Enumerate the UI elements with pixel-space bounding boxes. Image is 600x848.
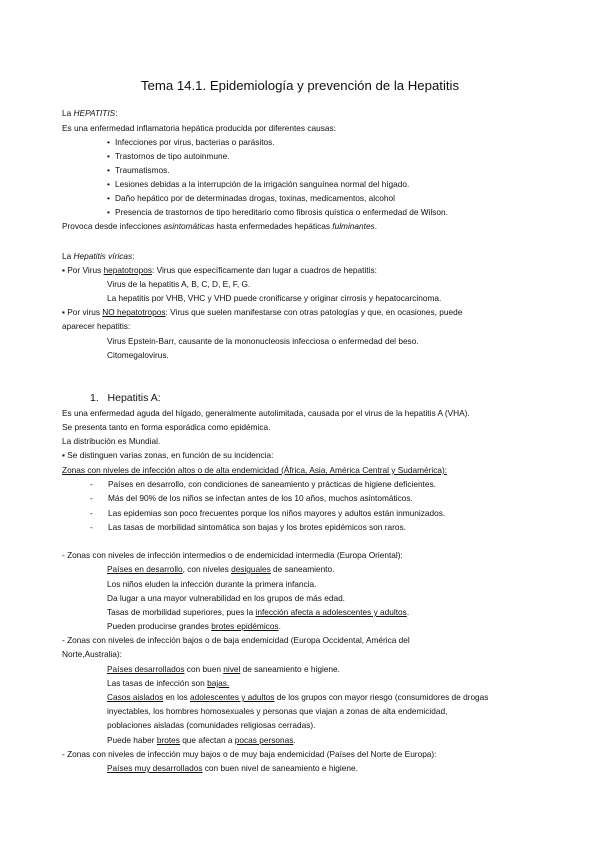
viricas-italic: Hepatitis víricas: [73, 251, 133, 261]
no-hepatotropos-example2: Citomegalovirus.: [107, 350, 169, 360]
mid-line: Los niños eluden la infección durante la primera infancia.: [107, 579, 317, 589]
high-item-text: Las epidemias son poco frecuentes porque los niños mayores y adultos están inmunizados.: [108, 508, 446, 518]
page-title: Tema 14.1. Epidemiología y prevención de la Hepatitis: [140, 78, 460, 93]
mid-text: Pueden producirse grandes: [107, 621, 212, 631]
low-text: Las tasas de infección son: [107, 678, 208, 688]
vlow-text: con buen nivel de saneamiento e higiene.: [202, 763, 358, 773]
viricas-prefix: La: [62, 251, 74, 261]
low-text: .: [293, 735, 296, 745]
cause-text: Trastornos de tipo autoinmune.: [115, 151, 230, 161]
high-item: - Países en desarrollo, con condiciones de saneamiento y prácticas de higiene deficientes.: [90, 479, 436, 489]
high-item-text: Países en desarrollo, con condiciones de saneamiento y prácticas de higiene deficientes.: [108, 479, 436, 489]
zone-vlow-heading: - Zonas con niveles de infección muy bajos o de muy baja endemicidad (Países del Norte de Europa):: [62, 749, 437, 759]
mid-text: .: [406, 607, 410, 617]
mid-underlined: infección afecta a adolescentes y adultos: [255, 607, 407, 617]
no-hepatotropos-example1: Virus Epstein-Barr, causante de la mononucleosis infecciosa o enfermedad del beso.: [107, 336, 419, 346]
cause-text: Infecciones por virus, bacterias o parásitos.: [115, 137, 275, 147]
low-text: con buen: [184, 664, 224, 674]
mid-underlined: desiguales: [231, 564, 271, 574]
no-hepatotropos-line2: aparecer hepatitis:: [62, 321, 131, 331]
hepatotropos-underlined: hepatotropos: [103, 265, 152, 275]
low-line: [107, 736, 296, 744]
low-line: [107, 679, 229, 687]
low-underlined: adolescentes y adultos: [190, 692, 275, 702]
low-text: en los: [163, 692, 191, 702]
no-hepatotropos-text: : Virus que suelen manifestarse con otras patologías y que, en ocasiones, puede: [165, 307, 463, 317]
hepatotropos-list: Virus de la hepatitis A, B, C, D, E, F, G.: [107, 279, 251, 289]
mid-text: de saneamiento.: [270, 564, 335, 574]
high-item: - Más del 90% de los niños se infectan antes de los 10 años, muchos asintomáticos.: [90, 493, 413, 503]
provoca-italic-asintomaticas: asintomáticas: [163, 221, 215, 231]
provoca-line: [62, 222, 377, 230]
low-line: [107, 665, 340, 673]
no-hepatotropos-prefix: Por virus: [67, 307, 103, 317]
low-line: [107, 693, 488, 701]
low-text: Puede haber: [107, 735, 157, 745]
mid-line: [107, 565, 334, 573]
mid-text: , con niveles: [182, 564, 232, 574]
mid-underlined: Países en desarrollo: [107, 564, 183, 574]
low-underlined: Casos aislados: [107, 692, 164, 702]
cause-item: • Trastornos de tipo autoinmune.: [107, 151, 230, 161]
cause-item: • Daño hepático por de determinadas drogas, toxinas, medicamentos, alcohol: [107, 193, 395, 203]
high-item-text: Más del 90% de los niños se infectan antes de los 10 años, muchos asintomáticos.: [108, 493, 413, 503]
hepatotropos-chronic: La hepatitis por VHB, VHC y VHD puede cronificarse y originar cirrosis y hepatocarcinoma.: [107, 293, 442, 303]
low-underlined: bajas.: [207, 678, 230, 688]
hepatotropos-text: : Virus que específicamente dan lugar a cuadros de hepatitis:: [151, 265, 377, 275]
zone-low-heading: - Zonas con niveles de infección bajos o de baja endemicidad (Europa Occidental, América del: [62, 635, 410, 645]
cause-item: • Traumatismos.: [107, 165, 170, 175]
low-text: de saneamiento e higiene.: [240, 664, 340, 674]
mid-underlined: brotes epidémicos: [211, 621, 279, 631]
paragraph: Es una enfermedad aguda del hígado, generalmente autolimitada, causada por el virus de la hepatitis A (VHA).: [62, 408, 470, 418]
provoca-middle: hasta enfermedades hepáticas: [214, 221, 333, 231]
mid-line: [107, 608, 409, 616]
section-heading: [90, 393, 161, 404]
low-line: poblaciones aisladas (comunidades religiosas cerradas).: [107, 720, 316, 730]
low-underlined: pocas personas: [234, 735, 294, 745]
provoca-prefix: Provoca desde infecciones: [62, 221, 164, 231]
paragraph: ▪ Se distinguen varias zonas, en función de su incidencia:: [62, 450, 274, 460]
vlow-line: [107, 764, 358, 772]
provoca-suffix: .: [374, 221, 378, 231]
heading-italic: HEPATITIS: [73, 108, 116, 118]
cause-item: • Infecciones por virus, bacterias o parásitos.: [107, 137, 275, 147]
provoca-italic-fulminantes: fulminantes: [332, 221, 375, 231]
hepatitis-heading: [62, 109, 118, 117]
paragraph: Se presenta tanto en forma esporádica como epidémica.: [62, 422, 271, 432]
paragraph-text: Se distinguen varias zonas, en función de su incidencia:: [67, 450, 274, 460]
no-hepatotropos-line: ▪ Por virus NO hepatotropos: Virus que suelen manifestarse con otras patologías y que, en ocasiones, puede: [62, 307, 463, 317]
viricas-suffix: :: [132, 251, 135, 261]
mid-line: [107, 622, 281, 630]
zone-mid-heading: - Zonas con niveles de infección intermedios o de endemicidad intermedia (Europa Oriental):: [62, 550, 403, 560]
mid-text: Tasas de morbilidad superiores, pues la: [107, 607, 256, 617]
low-line: inyectables, los hombres homosexuales y personas que viajan a zonas de alta endemicidad,: [107, 706, 448, 716]
heading-prefix: La: [62, 108, 74, 118]
low-underlined: nivel: [223, 664, 241, 674]
heading-suffix: :: [115, 108, 118, 118]
low-text: de los grupos con mayor riesgo (consumidores de drogas: [274, 692, 489, 702]
cause-text: Traumatismos.: [115, 165, 170, 175]
vlow-underlined: Países muy desarrollados: [107, 763, 203, 773]
section-title: Hepatitis A:: [107, 392, 161, 404]
cause-text: Lesiones debidas a la interrupción de la irrigación sanguínea normal del hígado.: [115, 179, 410, 189]
no-hepatotropos-underlined: NO hepatotropos: [102, 307, 166, 317]
cause-text: Daño hepático por de determinadas drogas, toxinas, medicamentos, alcohol: [115, 193, 395, 203]
low-underlined: brotes: [156, 735, 180, 745]
section-number: 1.: [90, 392, 99, 404]
zone-low-heading-cont: Norte,Australia):: [62, 649, 122, 659]
cause-text: Presencia de trastornos de tipo hereditario como fibrosis quística o enfermedad de Wilson.: [115, 207, 448, 217]
mid-line: Da lugar a una mayor vulnerabilidad en los grupos de más edad.: [107, 593, 345, 603]
definition-text: Es una enfermedad inflamatoria hepática producida por diferentes causas:: [62, 123, 336, 133]
low-underlined: Países desarrollados: [107, 664, 185, 674]
hepatotropos-line: ▪ Por Virus hepatotropos: Virus que específicamente dan lugar a cuadros de hepatitis:: [62, 265, 377, 275]
viricas-heading: [62, 252, 134, 260]
high-item-text: Las tasas de morbilidad sintomática son bajas y los brotes epidémicos son raros.: [108, 522, 406, 532]
cause-item: • Presencia de trastornos de tipo hereditario como fibrosis quística o enfermedad de Wilson.: [107, 207, 448, 217]
high-item: - Las tasas de morbilidad sintomática son bajas y los brotes epidémicos son raros.: [90, 522, 406, 532]
zone-high-heading: Zonas con niveles de infección altos o de alta endemicidad (África, Asia, América Central y Sudamérica):: [62, 465, 448, 475]
high-item: - Las epidemias son poco frecuentes porque los niños mayores y adultos están inmunizados.: [90, 508, 446, 518]
mid-text: .: [278, 621, 281, 631]
low-text: que afectan a: [179, 735, 235, 745]
cause-item: • Lesiones debidas a la interrupción de la irrigación sanguínea normal del hígado.: [107, 179, 410, 189]
hepatotropos-prefix: Por Virus: [67, 265, 104, 275]
paragraph: La distribución es Mundial.: [62, 436, 161, 446]
